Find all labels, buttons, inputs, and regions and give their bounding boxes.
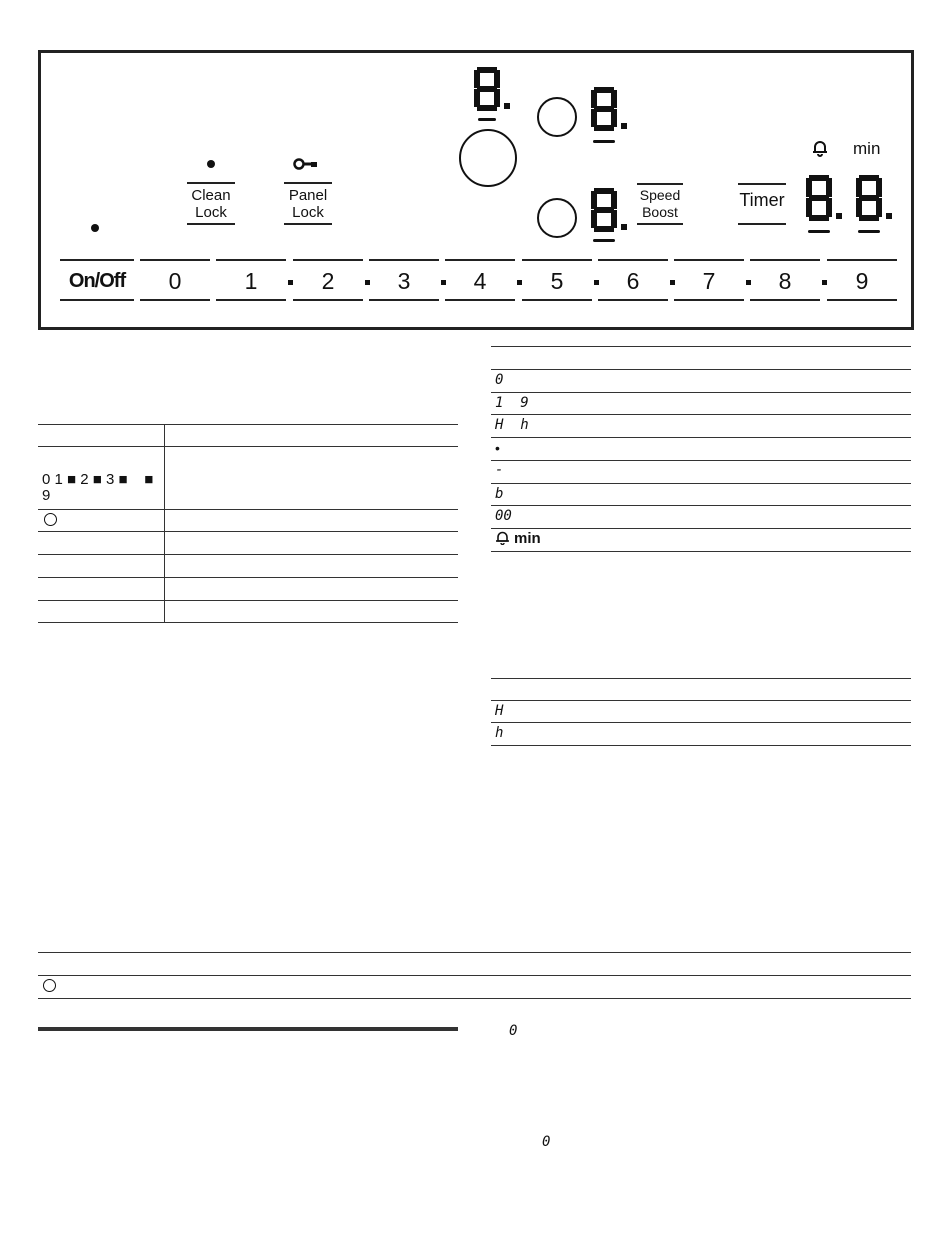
rear-zone-display	[474, 67, 500, 111]
right-table-rule	[491, 528, 911, 529]
power-level-key-7[interactable]: 7	[702, 268, 716, 294]
power-level-key-0[interactable]: 0	[168, 268, 182, 294]
clean-lock-label-1: Clean	[191, 187, 231, 204]
display-zero-symbol: 0	[509, 1023, 518, 1039]
symbol-double-zero: 00	[495, 508, 512, 524]
left-table-rule	[38, 622, 458, 623]
speed-boost-button[interactable]	[630, 187, 690, 221]
symbol-upper-h: H	[495, 703, 504, 719]
keyrow-top-bar	[445, 259, 515, 261]
keyrow-bottom-bar	[674, 299, 744, 301]
left-table-rule	[38, 509, 458, 510]
keyrow-top-bar	[216, 259, 286, 261]
keyrow-top-bar	[369, 259, 439, 261]
timer-units-display	[856, 175, 882, 221]
wide-table-rule	[38, 952, 911, 953]
power-level-key-9[interactable]: 9	[855, 268, 869, 294]
keyrow-bottom-bar	[293, 299, 363, 301]
zone-ring-icon	[44, 513, 57, 526]
keyrow-bottom-bar	[445, 299, 515, 301]
right-table-rule	[491, 392, 911, 393]
on-off-button[interactable]: On/Off	[68, 270, 126, 292]
left-table-rule	[38, 577, 458, 578]
key-icon	[293, 157, 321, 171]
panel-lock-bottom-bar	[284, 223, 332, 225]
speed-boost-label-2: Boost	[642, 204, 678, 220]
keyrow-top-bar	[598, 259, 668, 261]
wide-table-rule	[38, 998, 911, 999]
timer-tens-display	[806, 175, 832, 221]
left-table-column-divider	[164, 424, 165, 622]
keyrow-bottom-bar	[598, 299, 668, 301]
clean-lock-indicator-led	[207, 160, 215, 168]
right-lower-zone-ring-icon[interactable]	[537, 198, 577, 238]
speed-boost-bottom-bar	[637, 223, 683, 225]
keyrow-bottom-bar	[216, 299, 286, 301]
timer-unit-label: min	[853, 139, 881, 158]
clean-lock-label-2: Lock	[195, 204, 227, 221]
right-lower-zone-display	[591, 188, 617, 232]
left-table-rule	[38, 554, 458, 555]
panel-lock-top-bar	[284, 182, 332, 184]
right-upper-zone-display	[591, 87, 617, 131]
large-zone-ring-icon[interactable]	[459, 129, 517, 187]
section-heading-rule	[38, 1027, 458, 1031]
symbol-dash: -	[495, 462, 504, 478]
left-table-rule	[38, 446, 458, 447]
symbol-one-nine: 1 9	[495, 395, 529, 411]
right-table2-rule	[491, 700, 911, 701]
right-table2-rule	[491, 678, 911, 679]
right-table-rule	[491, 437, 911, 438]
keyrow-bottom-bar	[140, 299, 210, 301]
panel-lock-label-2: Lock	[292, 204, 324, 221]
left-table-rule	[38, 531, 458, 532]
display-zero-symbol: 0	[542, 1134, 551, 1150]
keyrow-bottom-bar-onoff	[60, 299, 134, 301]
on-off-indicator-led	[91, 224, 99, 232]
panel-lock-label-1: Panel	[288, 187, 328, 204]
wide-table-rule	[38, 975, 911, 976]
left-table-rule	[38, 424, 458, 425]
power-level-key-2[interactable]: 2	[321, 268, 335, 294]
timer-bottom-bar	[738, 223, 786, 225]
bell-icon	[811, 139, 829, 157]
right-table-rule	[491, 460, 911, 461]
symbol-b: b	[495, 486, 504, 502]
power-level-key-3[interactable]: 3	[397, 268, 411, 294]
symbol-zero: 0	[495, 372, 504, 388]
symbol-dot: •	[495, 440, 500, 456]
left-table-rule	[38, 600, 458, 601]
keyrow-bottom-bar	[369, 299, 439, 301]
speed-boost-label-1: Speed	[639, 187, 681, 203]
clean-lock-button[interactable]	[181, 187, 241, 221]
keyrow-top-bar	[522, 259, 592, 261]
symbol-min: min	[514, 530, 541, 547]
panel-lock-button[interactable]	[278, 187, 338, 221]
keys-row-line1: 0 1 ■ 2 ■ 3 ■ ■	[42, 471, 154, 488]
power-level-key-4[interactable]: 4	[473, 268, 487, 294]
keyrow-top-bar	[674, 259, 744, 261]
right-table2-rule	[491, 745, 911, 746]
power-level-key-6[interactable]: 6	[626, 268, 640, 294]
right-table-rule	[491, 483, 911, 484]
keys-row-line2: 9	[42, 487, 51, 504]
keyrow-bottom-bar	[827, 299, 897, 301]
clean-lock-bottom-bar	[187, 223, 235, 225]
right-table-rule	[491, 369, 911, 370]
clean-lock-top-bar	[187, 182, 235, 184]
timer-top-bar	[738, 183, 786, 185]
power-level-key-5[interactable]: 5	[550, 268, 564, 294]
right-table-rule	[491, 551, 911, 552]
bell-icon	[495, 531, 510, 545]
keyrow-top-bar	[293, 259, 363, 261]
speed-boost-top-bar	[637, 183, 683, 185]
right-upper-zone-ring-icon[interactable]	[537, 97, 577, 137]
cooktop-control-panel	[38, 50, 914, 330]
power-level-key-8[interactable]: 8	[778, 268, 792, 294]
zone-ring-icon	[43, 979, 56, 992]
keyrow-bottom-bar	[522, 299, 592, 301]
timer-button[interactable]: Timer	[739, 190, 785, 210]
right-table2-rule	[491, 722, 911, 723]
keyrow-top-bar	[827, 259, 897, 261]
keyrow-bottom-bar	[750, 299, 820, 301]
right-table-rule	[491, 414, 911, 415]
keyrow-top-bar	[750, 259, 820, 261]
power-level-key-1[interactable]: 1	[244, 268, 258, 294]
symbol-h-h: H h	[495, 417, 529, 433]
right-table-rule	[491, 505, 911, 506]
keyrow-top-bar	[140, 259, 210, 261]
keyrow-top-bar-onoff	[60, 259, 134, 261]
right-table-rule	[491, 346, 911, 347]
symbol-lower-h: h	[495, 725, 504, 741]
